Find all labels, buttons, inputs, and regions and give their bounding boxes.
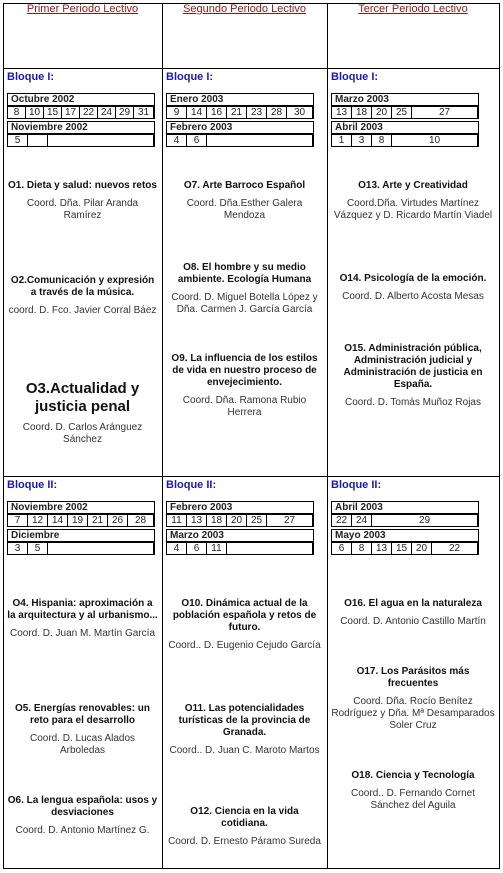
calendar-days (331, 106, 479, 119)
calendar-day: 13 (332, 107, 352, 118)
block1-calendar (7, 93, 155, 149)
course-coordinator: Coord. D. Antonio Castillo Martín (340, 616, 486, 627)
course-entry (166, 262, 323, 316)
course-entry (166, 180, 323, 222)
calendar-day: 5 (28, 543, 48, 554)
calendar-day (48, 543, 154, 554)
calendar-day: 18 (352, 107, 372, 118)
calendar-day: 7 (8, 515, 28, 526)
course-entry (331, 343, 495, 409)
grid-line (3, 68, 500, 69)
course-title: O18. Ciencia y Tecnología (351, 770, 475, 781)
calendar-day: 8 (352, 543, 372, 554)
block1-calendar (331, 93, 479, 149)
grid-line (499, 3, 500, 869)
calendar-day: 29 (116, 107, 134, 118)
calendar-day: 22 (80, 107, 98, 118)
calendar-day: 6 (332, 543, 352, 554)
course-title: O8. El hombre y su medio ambiente. Ecología Humana (177, 262, 312, 285)
calendar-day: 20 (372, 107, 392, 118)
course-title: O6. La lengua española: usos y desviaciones (7, 795, 158, 818)
course-entry (166, 806, 323, 848)
calendar-days (166, 134, 314, 147)
calendar-days (331, 134, 479, 147)
course-title: O7. Arte Barroco Español (183, 180, 306, 191)
course-entry (166, 598, 323, 652)
course-entry (331, 598, 495, 628)
calendar-day: 13 (187, 515, 207, 526)
calendar-month: Febrero 2003 (166, 501, 314, 514)
course-entry (166, 353, 323, 419)
calendar-day: 27 (412, 107, 478, 118)
calendar-day: 6 (187, 543, 207, 554)
course-coordinator: Coord. D. Antonio Martínez G. (15, 825, 150, 836)
course-title: O3.Actualidad y justicia penal (25, 380, 140, 415)
calendar-day: 21 (88, 515, 108, 526)
calendar-days (7, 134, 155, 147)
calendar-day: 23 (247, 107, 267, 118)
calendar-day: 13 (372, 543, 392, 554)
calendar-day: 9 (167, 107, 187, 118)
course-entry (7, 598, 158, 640)
calendar-month: Enero 2003 (166, 93, 314, 106)
calendar-day: 1 (332, 135, 352, 146)
calendar-day: 11 (207, 543, 227, 554)
course-coordinator: Coord.. D. Eugenio Cejudo García (168, 640, 321, 651)
course-coordinator: coord. D. Fco. Javier Corral Báez (8, 305, 157, 316)
calendar-day: 25 (392, 107, 412, 118)
period-header: Segundo Periodo Lectivo (183, 3, 306, 15)
course-entry (166, 703, 323, 757)
course-title: O4. Hispania: aproximación a la arquitectura y al urbanismo... (7, 598, 158, 621)
course-coordinator: Coord. Dña. Pilar Aranda Ramírez (26, 198, 139, 221)
course-title: O15. Administración pública, Administración judicial y Administración de justicia en España. (343, 343, 483, 390)
course-coordinator: Coord. Dña. Rocío Benítez Rodríguez y Dña. Mª Desamparados Soler Cruz (331, 696, 495, 731)
grid-line (3, 868, 500, 869)
course-title: O2.Comunicación y expresión a través de la música. (10, 275, 155, 298)
calendar-month: Abril 2003 (331, 121, 479, 134)
calendar-day: 15 (44, 107, 62, 118)
course-coordinator: Coord. Dña.Esther Galera Mendoza (186, 198, 303, 221)
calendar-days (166, 514, 314, 527)
course-coordinator: Coord.Dña. Virtudes Martínez Vázquez y D. Ricardo Martín Viadel (333, 198, 493, 221)
calendar-day: 26 (108, 515, 128, 526)
calendar-month: Octubre 2002 (7, 93, 155, 106)
calendar-day: 24 (352, 515, 372, 526)
grid-line (327, 3, 328, 869)
calendar-month: Abril 2003 (331, 501, 479, 514)
calendar-days (7, 106, 155, 119)
course-coordinator: Coord.. D. Fernando Cornet Sánchez del Aguila (351, 788, 475, 811)
calendar-days (331, 542, 479, 555)
course-title: O9. La influencia de los estilos de vida en nuestro proceso de envejecimiento. (171, 353, 318, 388)
period-header: Primer Periodo Lectivo (26, 3, 139, 15)
calendar-day: 4 (167, 135, 187, 146)
calendar-day: 25 (247, 515, 267, 526)
calendar-month: Mayo 2003 (331, 529, 479, 542)
calendar-day: 12 (28, 515, 48, 526)
calendar-month: Noviembre 2002 (7, 501, 155, 514)
course-title: O12. Ciencia en la vida cotidiana. (190, 806, 299, 829)
calendar-day: 19 (68, 515, 88, 526)
calendar-day: 22 (332, 515, 352, 526)
course-title: O14. Psicología de la emoción. (339, 273, 487, 284)
calendar-day: 29 (372, 515, 478, 526)
block-label: Bloque I: (166, 71, 214, 83)
course-title: O5. Energías renovables: un reto para el desarrollo (14, 703, 151, 726)
calendar-day: 20 (412, 543, 432, 554)
course-title: O10. Dinámica actual de la población española y retos de futuro. (172, 598, 317, 633)
calendar-day: 14 (187, 107, 207, 118)
calendar-day: 28 (267, 107, 287, 118)
calendar-day: 30 (287, 107, 313, 118)
calendar-days (7, 514, 155, 527)
calendar-day: 31 (134, 107, 154, 118)
calendar-month: Diciembre (7, 529, 155, 542)
course-entry (331, 180, 495, 222)
calendar-day: 4 (167, 543, 187, 554)
grid-line (162, 3, 163, 869)
calendar-day (227, 543, 313, 554)
calendar-days (331, 514, 479, 527)
calendar-day: 10 (26, 107, 44, 118)
course-coordinator: Coord. D. Alberto Acosta Mesas (342, 291, 484, 302)
course-coordinator: Coord. D. Ernesto Páramo Sureda (168, 836, 321, 847)
calendar-day: 3 (8, 543, 28, 554)
calendar-day (28, 135, 48, 146)
course-title: O11. Las potencialidades turísticas de la provincia de Granada. (178, 703, 311, 738)
course-title: O1. Dieta y salud: nuevos retos (8, 180, 157, 191)
calendar-day: 5 (8, 135, 28, 146)
calendar-day: 14 (48, 515, 68, 526)
block-label: Bloque I: (7, 71, 55, 83)
calendar-day: 11 (167, 515, 187, 526)
calendar-day: 18 (207, 515, 227, 526)
calendar-day: 28 (128, 515, 154, 526)
calendar-day: 17 (62, 107, 80, 118)
course-entry (7, 380, 158, 446)
calendar-day: 21 (227, 107, 247, 118)
course-coordinator: Coord. D. Miguel Botella López y Dña. Carmen J. García García (171, 292, 318, 315)
calendar-days (166, 106, 314, 119)
calendar-day: 15 (392, 543, 412, 554)
calendar-day: 10 (392, 135, 478, 146)
block-label: Bloque II: (331, 479, 382, 491)
block-label: Bloque II: (7, 479, 58, 491)
course-coordinator: Coord. D. Tomás Muñoz Rojas (345, 397, 481, 408)
course-entry (7, 703, 158, 757)
calendar-month: Marzo 2003 (331, 93, 479, 106)
block-label: Bloque II: (166, 479, 217, 491)
period-header: Tercer Periodo Lectivo (358, 3, 468, 15)
grid-line (3, 476, 500, 477)
calendar-day (48, 135, 154, 146)
block2-calendar (331, 501, 479, 557)
calendar-days (7, 542, 155, 555)
calendar-day: 27 (267, 515, 313, 526)
course-coordinator: Coord. D. Juan M. Martín García (9, 628, 156, 639)
course-title: O13. Arte y Creatividad (358, 180, 468, 191)
course-entry (7, 795, 158, 837)
block1-calendar (166, 93, 314, 149)
calendar-month: Febrero 2003 (166, 121, 314, 134)
course-coordinator: Coord. Dña. Ramona Rubio Herrera (182, 395, 307, 418)
calendar-day: 3 (352, 135, 372, 146)
calendar-day: 22 (432, 543, 478, 554)
course-title: O17. Los Parásitos más frecuentes (356, 666, 470, 689)
calendar-month: Marzo 2003 (166, 529, 314, 542)
course-coordinator: Coord. D. Lucas Alados Arboledas (29, 733, 136, 756)
course-entry (331, 770, 495, 812)
calendar-day: 16 (207, 107, 227, 118)
course-coordinator: Coord.. D. Juan C. Maroto Martos (169, 745, 320, 756)
course-entry (331, 666, 495, 732)
course-title: O16. El agua en la naturaleza (344, 598, 482, 609)
course-entry (331, 273, 495, 303)
calendar-month: Noviembre 2002 (7, 121, 155, 134)
block2-calendar (7, 501, 155, 557)
calendar-days (166, 542, 314, 555)
grid-line (3, 3, 4, 869)
calendar-day: 8 (372, 135, 392, 146)
calendar-day: 20 (227, 515, 247, 526)
block2-calendar (166, 501, 314, 557)
course-entry (7, 275, 158, 317)
calendar-day: 6 (187, 135, 207, 146)
calendar-day: 8 (8, 107, 26, 118)
calendar-day: 24 (98, 107, 116, 118)
block-label: Bloque I: (331, 71, 379, 83)
course-coordinator: Coord. D. Carlos Aránguez Sánchez (22, 422, 143, 445)
calendar-day (207, 135, 313, 146)
course-entry (7, 180, 158, 222)
